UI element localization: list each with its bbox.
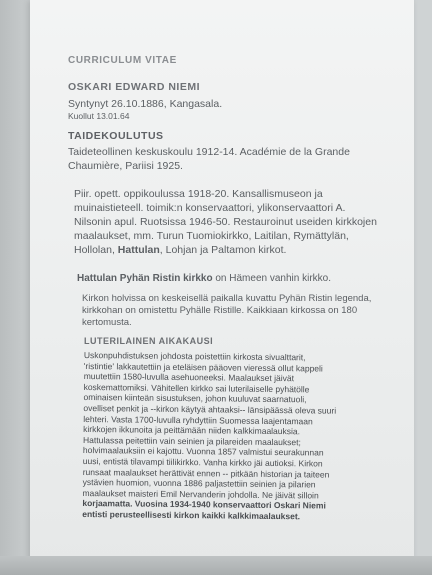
- church-name: Hattulan Pyhän Ristin kirkko: [77, 273, 213, 284]
- lutheran-line: Hattulassa peitettiin vain seinien ja pilareiden maalaukset;: [83, 434, 301, 448]
- church-rest: on Hämeen vanhin kirkko.: [212, 273, 331, 284]
- education-line: Chaumière, Pariisi 1925.: [68, 160, 183, 172]
- education-line: Taideteollinen keskuskoulu 1912-14. Académie de la Grande: [68, 146, 350, 158]
- lutheran-line: ystävien huomion, vuonna 1886 paljastettiin seinien ja pilarien: [82, 477, 316, 490]
- career-line-last: [74, 243, 286, 257]
- lutheran-line: Uskonpuhdistuksen johdosta poistettiin kirkosta sivualttarit,: [83, 350, 306, 363]
- career-line: muinaistieteell. toimik:n konservaattori, ylikonservaattori A.: [74, 202, 346, 214]
- lutheran-line: lehteri. Vasta 1700-luvulla ryhdyttiin Suomessa laajentamaan: [83, 413, 313, 426]
- lutheran-line: muutettiin 1580-luvulla asehuoneeksi. Maalaukset jäivät: [83, 371, 295, 384]
- lutheran-heading: LUTERILAINEN AIKAKAUSI: [84, 336, 214, 346]
- person-name: OSKARI EDWARD NIEMI: [68, 81, 201, 93]
- lutheran-line: ominaisen kiinteän sisustuksen, johon kuuluvat saarnatuoli,: [83, 392, 307, 405]
- church-statement: [77, 272, 331, 286]
- lutheran-line: 'ristintie' lakkautettiin ja eteläisen pääoven vieressä ollut kappeli: [83, 360, 323, 374]
- career-line: Nilsonin apul. Ruotsissa 1946-50. Restauroinut useiden kirkkojen: [74, 216, 377, 228]
- bottom-edge: [0, 556, 432, 575]
- career-line: maalaukset, mm. Turun Tuomiokirkko, Laitilan, Rymättylän,: [74, 230, 349, 242]
- background-wall: [0, 0, 30, 575]
- cv-title: CURRICULUM VITAE: [68, 55, 177, 66]
- lutheran-line: entisti perusteellisesti kirkon kaikki kalkkimaalaukset.: [82, 508, 301, 522]
- education-heading: TAIDEKOULUTUS: [68, 130, 164, 142]
- career-line: Piir. opett. oppikoulussa 1918-20. Kansallismuseon ja: [74, 188, 323, 200]
- lutheran-line: maalaukset maisteri Emil Nervanderin johdolla. Ne jäivät silloin: [82, 487, 319, 501]
- career-bold-church: Hattulan: [117, 244, 160, 256]
- lutheran-line: holvimaalauksiin ei kajottu. Vuonna 1857 valmistui seurakunnan: [82, 445, 324, 458]
- death-info: Kuollut 13.01.64: [68, 111, 130, 121]
- birth-info: Syntynyt 26.10.1886, Kangasala.: [68, 98, 223, 110]
- lutheran-line: korjaamatta. Vuosina 1934-1940 konservaattori Oskari Niemi: [82, 498, 326, 511]
- lutheran-text-block: [82, 350, 414, 523]
- lutheran-line: ovelliset penkit ja --kirkon käytyä ahtaaksi-- länsipäässä oleva suuri: [83, 402, 337, 416]
- lutheran-line: koskemattomiksi. Vähitellen kirkko sai luterilaiselle pyhätölle: [83, 381, 310, 395]
- career-suffix: , Lohjan ja Paltamon kirkot.: [159, 244, 287, 256]
- lutheran-line: uusi, entistä tilavampi tiilikirkko. Vanha kirkko jäi autioksi. Kirkon: [82, 455, 323, 469]
- legend-line: kirkkohan on omistettu Pyhälle Ristille. Kaikkiaan kirkossa on 180: [82, 305, 358, 316]
- career-prefix: Hollolan,: [74, 244, 118, 256]
- lutheran-line: runsaat maalaukset herättivät ennen -- pitkään historian ja taiteen: [82, 466, 330, 480]
- legend-line: kertomusta.: [82, 317, 132, 328]
- lutheran-line: kirkkojen ikkunoita ja peittämään niiden kalkkimaalauksia.: [83, 424, 301, 437]
- legend-line: Kirkon holvissa on keskeisellä paikalla kuvattu Pyhän Ristin legenda,: [82, 293, 372, 304]
